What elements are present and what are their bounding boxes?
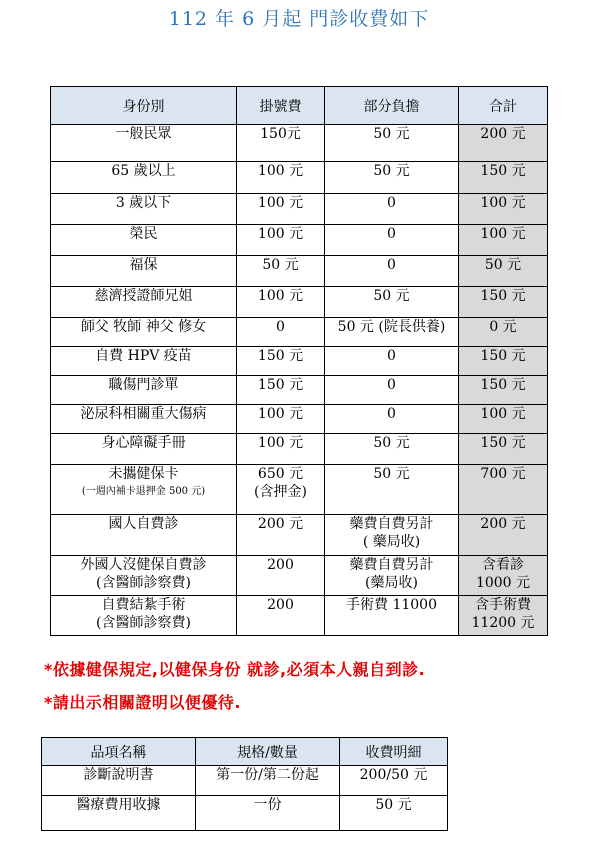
total-cell [459,465,548,515]
header-item-fee: 收費明細 [340,738,448,766]
identity-cell [51,465,237,515]
identity-cell [51,596,237,636]
identity-cell-note: (含醫師診察費) [96,575,191,591]
copay-cell [325,256,459,287]
total-cell-text: 含手術費 [475,597,531,613]
total-cell [459,125,548,162]
fee-table-row [51,596,548,636]
copay-cell-text: 0 [387,377,396,393]
total-cell [459,256,548,287]
identity-cell [51,318,237,347]
copay-cell [325,287,459,318]
identity-cell-text: 未攜健保卡 [108,466,179,482]
identity-cell-text: 外國人沒健保自費診 [80,557,207,573]
copay-cell-text: 50 元 [373,126,410,142]
total-cell [459,225,548,256]
header-identity: 身份別 [51,87,237,125]
identity-cell-text: 慈濟授證師兄姐 [94,288,193,304]
identity-cell [51,347,237,376]
item-table-row [42,766,448,796]
registration-cell-text: 150元 [260,126,301,142]
fee-table-row [51,556,548,596]
copay-cell-note: (藥局收) [365,575,418,591]
registration-cell-text: 200 元 [257,516,304,532]
total-cell [459,162,548,194]
registration-cell [237,405,325,434]
identity-cell-text: 師父 牧師 神父 修女 [80,319,207,335]
identity-cell-text: 一般民眾 [115,126,172,142]
item-fee-table [41,737,448,831]
identity-cell-text: 身心障礙手冊 [101,435,186,451]
item-spec-cell: 一份 [196,796,340,831]
copay-cell [325,376,459,405]
fee-table-row [51,256,548,287]
copay-cell [325,596,459,636]
identity-cell [51,515,237,556]
total-cell [459,596,548,636]
copay-cell-text: 藥費自費另計 [349,516,434,532]
registration-cell [237,515,325,556]
copay-cell-text: 0 [387,195,396,211]
total-cell [459,318,548,347]
registration-cell-note: (含押金) [254,484,307,500]
registration-cell [237,287,325,318]
total-cell [459,556,548,596]
total-cell [459,376,548,405]
fee-table-header [51,87,548,125]
copay-cell-text: 50 元 (院長供養) [337,319,446,335]
fee-table-row [51,287,548,318]
identity-cell [51,162,237,194]
copay-cell [325,515,459,556]
copay-cell-note: ( 藥局收) [362,534,421,550]
identity-cell [51,256,237,287]
copay-cell-text: 50 元 [373,466,410,482]
total-cell-note: 11200 元 [471,615,535,631]
registration-cell [237,347,325,376]
registration-cell [237,465,325,515]
registration-cell [237,225,325,256]
item-fee-cell: 50 元 [340,796,448,831]
registration-cell [237,318,325,347]
total-cell [459,405,548,434]
registration-cell-text: 650 元 [257,466,304,482]
identity-cell-note: (一週內補卡退押金 500 元) [81,486,206,497]
registration-cell-text: 50 元 [262,257,299,273]
fee-table-row [51,405,548,434]
registration-cell-text: 100 元 [257,435,304,451]
header-registration: 掛號費 [237,87,325,125]
registration-cell-text: 200 [267,557,294,573]
total-cell-text: 200 元 [480,516,526,532]
total-cell-text: 50 元 [484,257,522,273]
registration-cell-text: 100 元 [257,195,304,211]
total-cell-text: 100 元 [480,226,526,242]
copay-cell-text: 0 [387,257,396,273]
item-name-cell: 診斷說明書 [42,766,196,796]
registration-cell [237,162,325,194]
fee-table-row [51,347,548,376]
copay-cell-text: 藥費自費另計 [349,557,434,573]
header-item-spec: 規格/數量 [196,738,340,766]
total-cell [459,194,548,225]
total-cell-text: 150 元 [480,435,526,451]
registration-cell-text: 150 元 [257,377,304,393]
registration-cell [237,125,325,162]
copay-cell [325,318,459,347]
copay-cell-text: 0 [387,226,396,242]
registration-cell-text: 0 [276,319,285,335]
identity-cell [51,405,237,434]
copay-cell [325,405,459,434]
page-title: 112 年 6 月起 門診收費如下 [168,8,430,30]
identity-cell [51,434,237,465]
identity-cell-text: 福保 [129,257,158,273]
fee-table [50,86,548,636]
registration-cell-text: 100 元 [257,288,304,304]
fee-table-row [51,125,548,162]
total-cell [459,515,548,556]
copay-cell-text: 50 元 [373,288,410,304]
copay-cell [325,556,459,596]
header-item-name: 品項名稱 [42,738,196,766]
identity-cell [51,287,237,318]
registration-cell [237,556,325,596]
identity-cell [51,125,237,162]
registration-cell [237,256,325,287]
notice-line-2: *請出示相關證明以便優待. [44,693,241,712]
copay-cell [325,194,459,225]
identity-cell-text: 榮民 [129,226,158,242]
item-fee-cell: 200/50 元 [340,766,448,796]
copay-cell [325,347,459,376]
registration-cell-text: 100 元 [257,226,304,242]
copay-cell [325,465,459,515]
total-cell [459,434,548,465]
total-cell [459,347,548,376]
copay-cell [325,225,459,256]
total-cell-text: 150 元 [480,288,526,304]
registration-cell-text: 150 元 [257,348,304,364]
copay-cell-text: 0 [387,348,396,364]
fee-table-row [51,465,548,515]
identity-cell-note: (含醫師診察費) [96,615,191,631]
notice-line-1: *依據健保規定,以健保身份 就診,必須本人親自到診. [44,660,426,679]
fee-table-row [51,434,548,465]
item-spec-cell: 第一份/第二份起 [196,766,340,796]
copay-cell-text: 0 [387,406,396,422]
fee-table-row [51,318,548,347]
identity-cell-text: 自費 HPV 疫苗 [95,348,192,364]
copay-cell-note: 手術費 11000 [346,597,437,613]
total-cell-text: 150 元 [480,348,526,364]
total-cell-note: 1000 元 [475,575,531,591]
identity-cell [51,194,237,225]
total-cell-text: 100 元 [480,406,526,422]
total-cell-text: 150 元 [480,377,526,393]
copay-cell-text: 50 元 [373,435,410,451]
registration-cell [237,596,325,636]
item-table-header [42,738,448,766]
registration-cell-text: 100 元 [257,163,304,179]
header-copay: 部分負擔 [325,87,459,125]
total-cell-text: 0 元 [489,319,517,335]
copay-cell-text: 50 元 [373,163,410,179]
registration-cell [237,376,325,405]
identity-cell [51,376,237,405]
copay-cell [325,125,459,162]
copay-cell [325,434,459,465]
fee-table-row [51,225,548,256]
registration-cell [237,194,325,225]
registration-cell-text: 100 元 [257,406,304,422]
identity-cell [51,225,237,256]
total-cell-text: 200 元 [480,126,526,142]
identity-cell-text: 國人自費診 [108,516,179,532]
identity-cell-text: 職傷門診單 [108,377,179,393]
header-total: 合計 [459,87,548,125]
item-name-cell: 醫療費用收據 [42,796,196,831]
identity-cell-text: 泌尿科相關重大傷病 [80,406,207,422]
copay-cell [325,162,459,194]
identity-cell-text: 3 歲以下 [115,195,172,211]
registration-cell [237,434,325,465]
item-table-row [42,796,448,831]
total-cell-text: 700 元 [480,466,526,482]
fee-table-row [51,515,548,556]
total-cell-text: 100 元 [480,195,526,211]
identity-cell-text: 65 歲以上 [111,163,176,179]
registration-cell-text: 200 [267,597,294,613]
total-cell-text: 150 元 [480,163,526,179]
total-cell [459,287,548,318]
identity-cell-text: 自費結紮手術 [101,597,186,613]
fee-table-row [51,376,548,405]
identity-cell [51,556,237,596]
fee-table-row [51,162,548,194]
fee-table-row [51,194,548,225]
total-cell-text: 含看診 [482,557,524,573]
